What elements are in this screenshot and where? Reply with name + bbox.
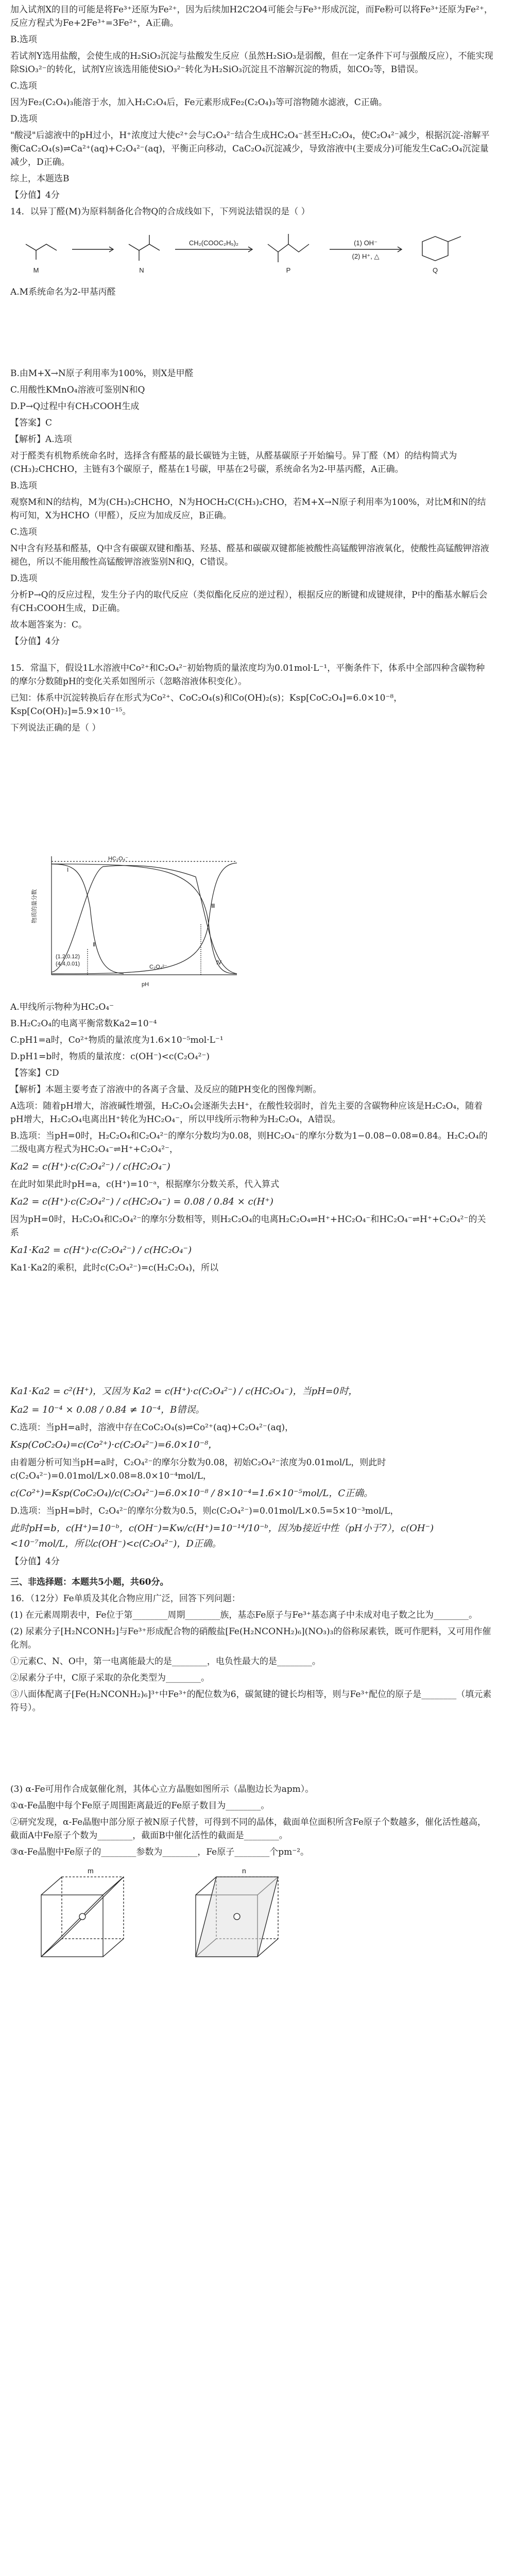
- sub-question: ②尿素分子中，C原子采取的杂化类型为________。: [10, 1673, 210, 1683]
- formula: Ka1·Ka2 = c²(H⁺)，又因为 Ka2 = c(H⁺)·c(C₂O₄²⁻) / c(HC₂O₄⁻)，当pH=0时，: [10, 1386, 358, 1397]
- label-curve-ii: Ⅱ: [93, 942, 96, 948]
- paragraph: 因为pH=0时，H₂C₂O₄和C₂O₄²⁻的摩尔分数相等，则H₂C₂O₄的电离H₂C₂O₄⇌H⁺+HC₂O₄⁻和HC₂O₄⁻⇌H⁺+C₂O₄²⁻的关系: [10, 1214, 486, 1238]
- paragraph: 若试剂Y选用盐酸，会使生成的H₂SiO₃沉淀与盐酸发生反应（虽然H₂SiO₃是弱酸，但在一定条件下可与强酸反应），不能实现除SiO₃²⁻的转化，试剂Y应该选用能使SiO₃²⁻转化为H₂SiO₃沉淀且不溶解沉淀的物质，如CO₂等，B错误。: [10, 51, 493, 75]
- structure-n: [129, 244, 160, 250]
- option-b: B.由M+X→N原子利用率为100%，则X是甲醛: [10, 368, 194, 379]
- formula: Ka2 = c(H⁺)·c(C₂O₄²⁻) / c(HC₂O₄⁻): [10, 1161, 170, 1172]
- section-heading: 三、非选择题：本题共5小题，共60分。: [10, 1577, 169, 1587]
- label-curve-iii: Ⅲ: [211, 903, 215, 909]
- paragraph: N中含有羟基和醛基，Q中含有碳碳双键和酯基、羟基、醛基和碳碳双键都能被酸性高锰酸钾溶液氧化，使酸性高锰酸钾溶液褪色，所以不能用酸性高锰酸钾溶液鉴别N和Q，C错误。: [10, 544, 489, 567]
- point-label-2: (4.4,0.01): [56, 961, 80, 967]
- paragraph: C.选项: [10, 81, 37, 91]
- answer-line: 【答案】C: [10, 418, 53, 428]
- sub-question: (3) α-Fe可用作合成氨催化剂，其体心立方晶胞如图所示（晶胞边长为apm）。: [10, 1784, 314, 1794]
- option-b: B.H₂C₂O₄的电离平衡常数Ka2=10⁻⁴: [10, 1019, 157, 1029]
- paragraph: D.选项：当pH=b时，C₂O₄²⁻的摩尔分数为0.5，则c(C₂O₄²⁻)=0.01mol/L×0.5=5×10⁻³mol/L，: [10, 1506, 399, 1516]
- label-m: M: [33, 266, 39, 274]
- reagent-1: CH₂(COOC₂H₅)₂: [188, 239, 239, 247]
- paragraph: 对于醛类有机物系统命名时，选择含有醛基的最长碳链为主链，从醛基碳原子开始编号。异丁醛（M）的结构简式为(CH₃)₂CHCHO，主链有3个碳原子，醛基在1号碳，甲基在2号碳，系统命名为2-甲基丙醛，A正确。: [10, 451, 457, 474]
- paragraph: 加入试剂X的目的可能是将Fe³⁺还原为Fe²⁺，因为后续加H2C2O4可能会与Fe³⁺形成沉淀，而Fe粉可以将Fe³⁺还原为Fe²⁺，反应方程式为Fe+2Fe³⁺=3Fe²⁺，A正确。: [10, 5, 493, 28]
- option-d: D.pH1=b时，物质的量浓度：c(OH⁻)<c(C₂O₄²⁻): [10, 1052, 210, 1062]
- label-m: m: [88, 1867, 94, 1875]
- formula: Ka1·Ka2 = c(H⁺)·c(C₂O₄²⁻) / c(HC₂O₄⁻): [10, 1245, 192, 1256]
- sub-question: ③八面体配离子[Fe(H₂NCONH₂)₆]³⁺中Fe³⁺的配位数为6，碳氮键的键长均相等，则与Fe³⁺配位的原子是________（填元素符号）。: [10, 1689, 492, 1713]
- structure-p: [268, 244, 309, 252]
- sub-question: ①α-Fe晶胞中每个Fe原子周围距离最近的Fe原子数目为________。: [10, 1801, 270, 1811]
- reagent-2: (1) OH⁻: [354, 239, 377, 247]
- paragraph: 分析P→Q的反应过程，发生分子内的取代反应（类似酯化反应的逆过程），根据反应的断键和成键规律，P中的酯基水解后会有CH₃COOH生成，D正确。: [10, 590, 488, 614]
- paragraph: 故本题答案为：C。: [10, 620, 88, 630]
- paragraph: B.选项: [10, 481, 37, 491]
- paragraph: C.选项：当pH=a时，溶液中存在CoC₂O₄(s)⇌Co²⁺(aq)+C₂O₄²⁻(aq)，: [10, 1422, 294, 1433]
- label-curve-i: Ⅰ: [67, 867, 69, 873]
- label-n: N: [139, 266, 144, 274]
- score-line: 【分值】4分: [10, 1556, 60, 1567]
- label-p: P: [286, 266, 291, 274]
- formula: Ksp(CoC₂O₄)=c(Co²⁺)·c(C₂O₄²⁻)=6.0×10⁻⁸，: [10, 1439, 218, 1450]
- cube-1-center-atom: [79, 1913, 85, 1920]
- label-c2o4: C₂O₄²⁻: [149, 964, 167, 970]
- paragraph: 在此时如果此时pH=a，c(H⁺)=10⁻ᵃ，根据摩尔分数关系，代入算式: [10, 1179, 280, 1190]
- paragraph: A选项：随着pH增大，溶液碱性增强，H₂C₂O₄会逐渐失去H⁺，在酸性较弱时，首先主要的含碳物种应该是H₂C₂O₄，随着pH增大，H₂C₂O₄电离出H⁺转化为HC₂O₄⁻，所以甲线所示物种为H₂C₂O₄，A错误。: [10, 1101, 483, 1125]
- reagent-3: (2) H⁺, △: [352, 252, 380, 260]
- sub-question: ①元素C、N、O中，第一电离能最大的是________，电负性最大的是________。: [10, 1656, 321, 1667]
- structure-q: [422, 236, 448, 261]
- paragraph: 【解析】本题主要考查了溶液中的各离子含量、及反应的随PH变化的图像判断。: [10, 1084, 322, 1095]
- mole-fraction-chart: [31, 846, 247, 995]
- chart-svg: [31, 846, 247, 995]
- sub-question: ②研究发现，α-Fe晶胞中部分原子被N原子代替，可得到不同的晶体，截面单位面积所含Fe原子个数越多，催化活性越高，截面A中Fe原子个数为________，截面B中催化活性的截面是________。: [10, 1817, 486, 1841]
- score-line: 【分值】4分: [10, 190, 60, 200]
- question-ask: 下列说法正确的是（ ）: [10, 723, 101, 733]
- paragraph: Ka1·Ka2的乘积，此时c(C₂O₄²⁻)=c(H₂C₂O₄)，所以: [10, 1263, 219, 1273]
- paragraph: B.选项: [10, 35, 37, 45]
- answer-line: 【答案】CD: [10, 1068, 59, 1078]
- synthesis-scheme: [10, 224, 493, 280]
- paragraph: D.选项: [10, 573, 38, 584]
- paragraph: 因为Fe₂(C₂O₄)₃能溶于水，加入H₂C₂O₄后，Fe元素形成Fe₂(C₂O₄)₃等可溶物随水滤液，C正确。: [10, 97, 387, 108]
- option-c: C.pH1=a时，Co²⁺物质的量浓度为1.6×10⁻⁵mol·L⁻¹: [10, 1035, 224, 1045]
- section-3: [10, 1575, 493, 1972]
- label-n: n: [242, 1867, 246, 1875]
- sub-question: (2) 尿素分子[H₂NCONH₂]与Fe³⁺形成配合物的硝酸盐[Fe(H₂NCONH₂)₆](NO₃)₃的俗称尿素铁，既可作肥料，又可用作催化剂。: [10, 1626, 491, 1650]
- question-stem: 14．以异丁醛(M)为原料制备化合物Q的合成线如下，下列说法错误的是（ ）: [10, 207, 310, 217]
- label-hc2o4: HC₂O₄⁻: [108, 856, 129, 862]
- sub-question: (1) 在元素周期表中，Fe位于第________周期________族，基态Fe原子与Fe³⁺基态离子中未成对电子数之比为________。: [10, 1610, 478, 1620]
- paragraph: 由着题分析可知当pH=a时，C₂O₄²⁻的摩尔分数为0.08，初始C₂O₄²⁻浓度为0.01mol/L，则此时c(C₂O₄²⁻)=0.01mol/L×0.08=8.0×10⁻⁴mol/L，: [10, 1458, 386, 1481]
- y-axis-label: 物质的量分数: [31, 889, 38, 923]
- paragraph: 【解析】A.选项: [10, 434, 72, 445]
- formula: 此时pH=b，c(H⁺)=10⁻ᵇ，c(OH⁻)=Kw/c(H⁺)=10⁻¹⁴/10⁻ᵇ，因为b接近中性（pH小于7），c(OH⁻)<10⁻⁷mol/L，所以c(OH⁻)<c(C₂O₄²⁻)，D正确。: [10, 1523, 434, 1549]
- paragraph: "酸浸"后滤液中的pH过小，H⁺浓度过大使c²⁺会与C₂O₄²⁻结合生成HC₂O₄⁻甚至H₂C₂O₄，使C₂O₄²⁻减少，根据沉淀-溶解平衡CaC₂O₄(s)⇌Ca²⁺(aq)+C₂O₄²⁻(aq)，平衡正向移动，CaC₂O₄沉淀减少，导致溶液中(主要成分)可能发生CaC₂O₄沉淀量减少，D正确。: [10, 130, 490, 167]
- question-14: [10, 205, 493, 648]
- question-15: [10, 662, 493, 1568]
- formula: c(Co²⁺)=Ksp(CoC₂O₄)/c(C₂O₄²⁻)=6.0×10⁻⁸ / 8×10⁻⁴=1.6×10⁻⁵mol/L，C正确。: [10, 1488, 373, 1499]
- structure-m: [26, 244, 57, 250]
- synthesis-scheme-svg: [10, 224, 493, 280]
- label-curve-iv: Ⅳ: [216, 960, 222, 966]
- label-q: Q: [432, 266, 438, 274]
- option-c: C.用酸性KMnO₄溶液可鉴别N和Q: [10, 385, 145, 395]
- formula: Ka2 = 10⁻⁴ × 0.08 / 0.84 ≠ 10⁻⁴，B错误。: [10, 1404, 205, 1415]
- known-conditions: 已知：体系中沉淀转换后存在形式为Co²⁺、CoC₂O₄(s)和Co(OH)₂(s)；Ksp[CoC₂O₄]=6.0×10⁻⁸，Ksp[Co(OH)₂]=5.9×10⁻¹⁵。: [10, 693, 403, 717]
- option-a: A.甲线所示物种为HC₂O₄⁻: [10, 1002, 114, 1012]
- paragraph: 观察M和N的结构，M为(CH₃)₂CHCHO，N为HOCH₂C(CH₃)₂CHO，若M+X→N原子利用率为100%，对比M和N的结构可知，X为HCHO（甲醛），反应为加成反应，B正确。: [10, 497, 486, 521]
- cube-2-center-atom: [234, 1913, 240, 1920]
- paragraph: C.选项: [10, 527, 37, 537]
- paragraph: D.选项: [10, 114, 38, 124]
- paragraph: 【分值】4分: [10, 636, 60, 647]
- paragraph: B.选项：当pH=0时，H₂C₂O₄和C₂O₄²⁻的摩尔分数均为0.08，则HC₂O₄⁻的摩尔分数为1−0.08−0.08=0.84。H₂C₂O₄的二级电离方程式为HC₂O₄⁻⇌H⁺+C₂O₄²⁻，: [10, 1131, 488, 1155]
- sub-question: ③α-Fe晶胞中Fe原子的________参数为________，Fe原子________个pm⁻²。: [10, 1847, 310, 1857]
- point-label-1: (1.2,0.12): [56, 954, 80, 960]
- cubes-svg: [10, 1864, 371, 1972]
- option-a: A.M系统命名为2-甲基丙醛: [10, 287, 116, 297]
- document-page: [0, 3, 515, 2576]
- unit-cell-figures: [10, 1864, 493, 1972]
- question-stem: 16．（12分）Fe单质及其化合物应用广泛，回答下列问题：: [10, 1594, 241, 1604]
- paragraph: 综上，本题选B: [10, 174, 70, 184]
- q13-analysis: [10, 3, 493, 202]
- question-stem: 15．常温下，假设1L水溶液中Co²⁺和C₂O₄²⁻初始物质的量浓度均为0.01mol·L⁻¹，平衡条件下，体系中全部四种含碳物种的摩尔分数随pH的变化关系如图所示（忽略溶液体积变化）。: [10, 663, 485, 687]
- x-axis-label: pH: [142, 981, 149, 988]
- option-d: D.P→Q过程中有CH₃COOH生成: [10, 401, 140, 412]
- formula: Ka2 = c(H⁺)·c(C₂O₄²⁻) / c(HC₂O₄⁻) = 0.08 / 0.84 × c(H⁺): [10, 1196, 273, 1207]
